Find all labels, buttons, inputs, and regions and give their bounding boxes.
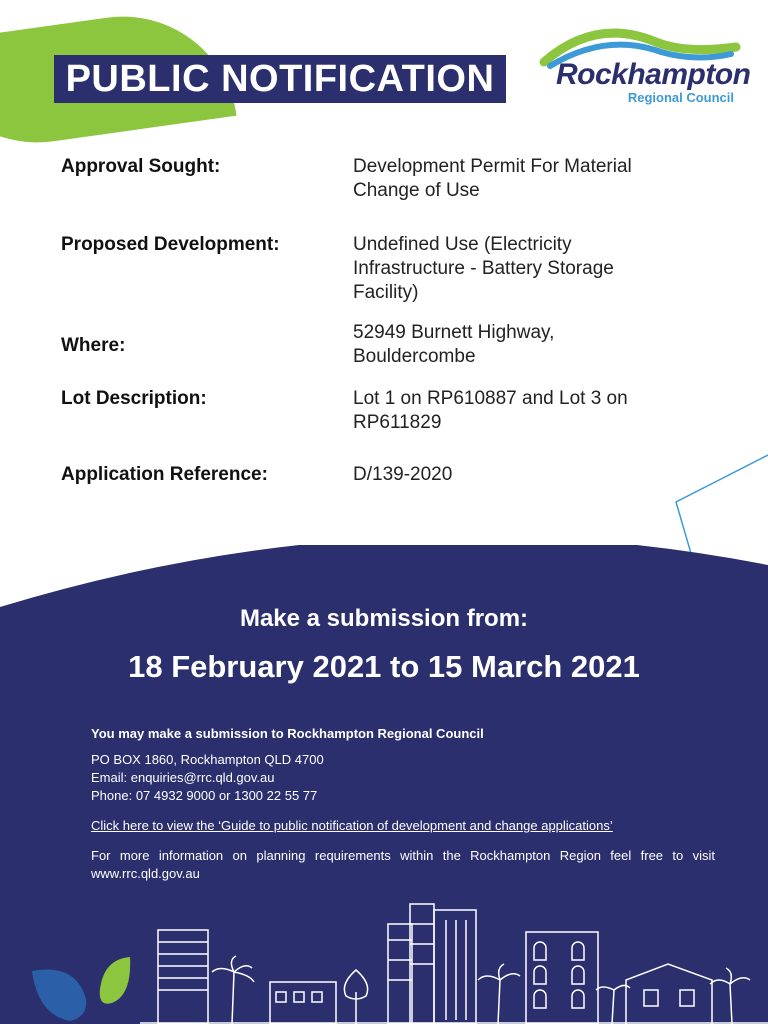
development-value-line: Facility)	[353, 282, 419, 303]
where-label: Where:	[61, 335, 126, 356]
leaf-decoration-icon	[28, 955, 138, 1024]
reference-value: D/139-2020	[353, 464, 453, 485]
guide-link[interactable]: Click here to view the ‘Guide to public notification of development and change applications’	[91, 818, 613, 833]
contact-info	[91, 725, 715, 883]
development-value-line: Undefined Use (Electricity	[353, 234, 572, 255]
reference-label: Application Reference:	[61, 464, 268, 485]
contact-phone: Phone: 07 4932 9000 or 1300 22 55 77	[91, 788, 318, 803]
development-label: Proposed Development:	[61, 234, 280, 255]
approval-label: Approval Sought:	[61, 156, 221, 177]
lot-label: Lot Description:	[61, 388, 207, 409]
contact-email[interactable]: Email: enquiries@rrc.qld.gov.au	[91, 770, 275, 785]
approval-value-line: Change of Use	[353, 180, 480, 201]
contact-address: PO BOX 1860, Rockhampton QLD 4700	[91, 752, 324, 767]
lot-value-line: Lot 1 on RP610887 and Lot 3 on	[353, 388, 628, 409]
where-value-line: 52949 Burnett Highway,	[353, 322, 555, 343]
submission-heading: Make a submission from:	[239, 605, 529, 632]
approval-value-line: Development Permit For Material	[353, 156, 632, 177]
more-info-text: For more information on planning requirements within the Rockhampton Region feel free to visit www.rrc.qld.gov.au	[91, 848, 715, 881]
logo-subtitle: Regional Council	[627, 90, 734, 105]
lot-value-line: RP611829	[353, 412, 442, 433]
council-logo	[536, 22, 751, 112]
logo-name: Rockhampton	[556, 58, 751, 91]
submission-dates: 18 February 2021 to 15 March 2021	[128, 649, 640, 684]
page-title: PUBLIC NOTIFICATION	[54, 55, 506, 103]
where-value-line: Bouldercombe	[353, 346, 476, 367]
contact-intro: You may make a submission to Rockhampton Regional Council	[91, 726, 484, 741]
development-value-line: Infrastructure - Battery Storage	[353, 258, 614, 279]
